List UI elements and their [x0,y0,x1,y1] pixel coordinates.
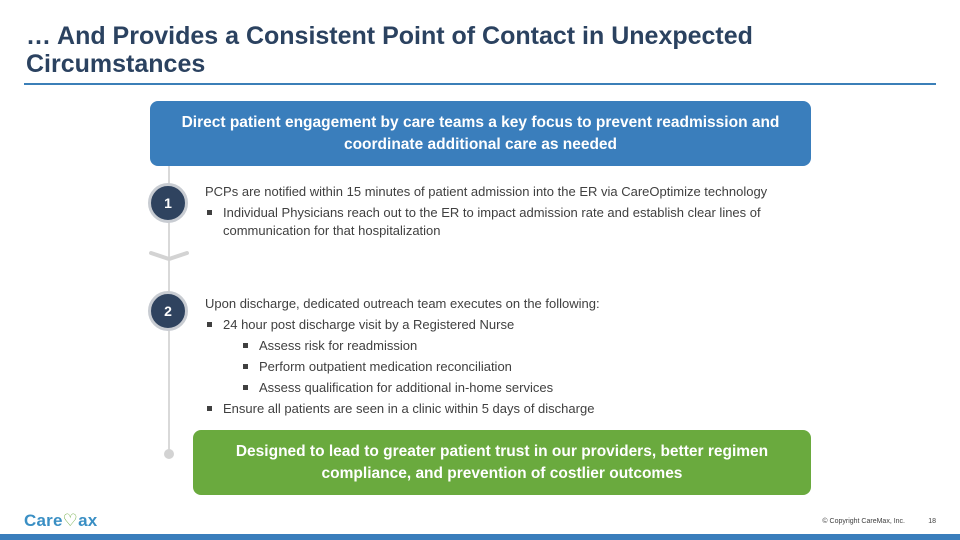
step-number: 1 [164,195,172,211]
step-2-bullets [205,316,815,418]
sub-bullet-item: Perform outpatient medication reconciliation [241,358,815,376]
timeline-end-dot [164,449,174,459]
top-banner [150,101,811,166]
sub-bullet-item: Assess qualification for additional in-home services [241,379,815,397]
copyright-notice: © Copyright CareMax, Inc. [822,518,905,525]
step-2-content [205,295,815,421]
top-banner-text: Direct patient engagement by care teams a key focus to prevent readmission and coordinate additional care as needed [181,113,780,153]
page-number: 18 [928,518,936,525]
bottom-banner-text: Designed to lead to greater patient trust in our providers, better regimen compliance, and prevention of costlier outcomes [235,442,769,482]
timeline-chevron-icon [149,250,189,266]
footer-bar [0,534,960,540]
title-divider [24,83,936,85]
step-number: 2 [164,303,172,319]
bullet-item: 24 hour post discharge visit by a Registered Nurse [205,316,815,334]
heart-icon: ♡ [62,511,79,530]
logo-text-left: Care [24,511,63,530]
bullet-item: Ensure all patients are seen in a clinic within 5 days of discharge [205,400,815,418]
step-number-badge-2 [148,291,188,331]
sub-bullet-item: Assess risk for readmission [241,337,815,355]
step-1-bullets [205,204,815,240]
bullet-item: Individual Physicians reach out to the ER to impact admission rate and establish clear lines of communication for that hospitalization [205,204,815,240]
caremax-logo [24,511,97,531]
bottom-banner [193,430,811,495]
step-1-content [205,183,815,243]
step-1-lead: PCPs are notified within 15 minutes of patient admission into the ER via CareOptimize technology [205,184,768,199]
step-number-badge-1 [148,183,188,223]
page-title: … And Provides a Consistent Point of Contact in Unexpected Circumstances [26,22,753,78]
step-2-lead: Upon discharge, dedicated outreach team executes on the following: [205,296,600,311]
logo-text-right: ax [78,511,98,530]
